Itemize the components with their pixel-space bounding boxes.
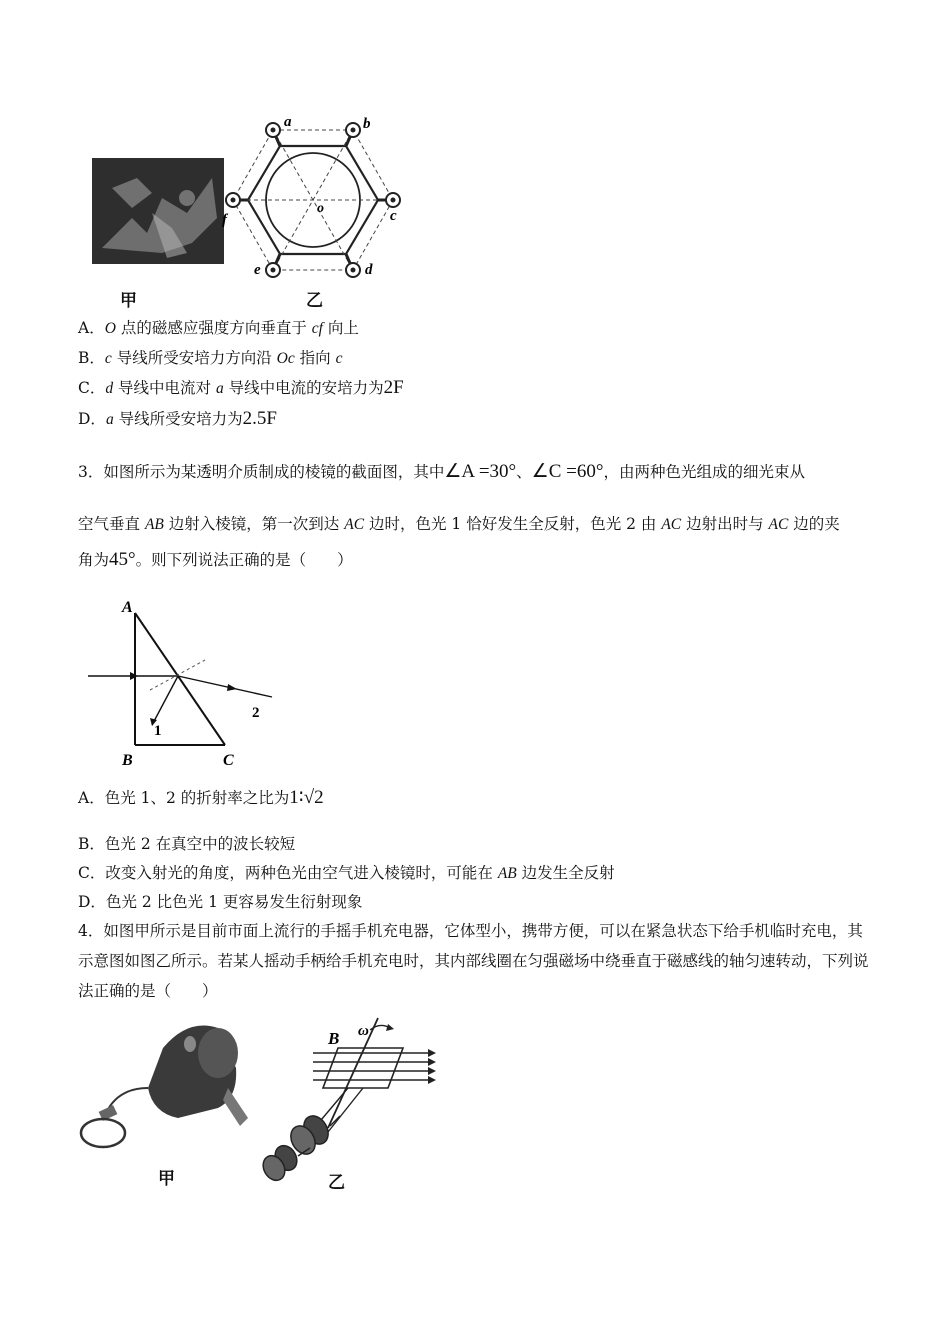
ray-1: [152, 676, 178, 725]
text-segment: 空气垂直: [78, 515, 145, 533]
q3-text-1a: 3．如图所示为某透明介质制成的棱镜的截面图，其中: [78, 463, 445, 481]
edge-ac: [135, 613, 225, 745]
text-segment: 导线中电流对: [113, 379, 216, 397]
ray-1-label: 1: [154, 723, 162, 739]
charger-end: [198, 1028, 238, 1078]
text-segment: 边射入棱镜，第一次到达: [163, 515, 345, 533]
text-segment: 色光 2 在真空中的波长较短: [104, 835, 296, 853]
ray-2: [178, 676, 272, 697]
label-d: d: [365, 262, 373, 278]
text-segment: 边的夹: [788, 515, 840, 533]
text-segment: 边发生全反射: [516, 864, 615, 882]
label-a: a: [284, 114, 292, 130]
text-segment: 导线所受安培力方向沿: [111, 349, 277, 367]
variable: c: [104, 350, 112, 367]
coil: [323, 1048, 403, 1088]
text-segment: 指向: [294, 349, 336, 367]
q3-sep: 、: [516, 463, 532, 481]
text-segment: 边时，色光 1 恰好发生全反射，色光 2 由: [364, 515, 662, 533]
label-yi: 乙: [306, 291, 323, 311]
option-key: A．: [78, 789, 105, 807]
variable: AC: [768, 516, 789, 533]
math-expression: 2F: [383, 377, 404, 398]
charger-crank: [223, 1088, 248, 1126]
label-b: b: [363, 116, 371, 132]
q3-angle-a: ∠A =30°: [444, 461, 517, 482]
variable: AB: [497, 865, 517, 882]
label-jia: 甲: [120, 291, 137, 311]
variable: AB: [144, 516, 164, 533]
figure-3: [78, 1008, 443, 1196]
q3-option-a: [78, 788, 324, 808]
vertex-c-label: C: [223, 752, 234, 769]
text-segment: 色光 1、2 的折射率之比为: [104, 789, 290, 807]
vertex-a-label: A: [122, 599, 133, 616]
option-key: C．: [78, 379, 106, 397]
text-segment: 点的磁感应强度方向垂直于: [115, 319, 312, 337]
field-b-label: B: [328, 1029, 340, 1048]
text-segment: 导线中电流的安培力为: [223, 379, 384, 397]
fig3-label-yi: 乙: [328, 1173, 345, 1193]
text-segment: 色光 2 比色光 1 更容易发生衍射现象: [105, 893, 363, 911]
option-key: D．: [78, 893, 106, 911]
label-c: c: [390, 208, 397, 224]
figure-1: [78, 108, 418, 313]
q3-option-d: [78, 892, 362, 912]
variable: d: [105, 380, 114, 397]
variable: AC: [344, 516, 365, 533]
q3-stem-line-3: [78, 550, 353, 570]
vertex-b-label: B: [122, 752, 133, 769]
q2-option-c: [78, 378, 404, 399]
label-f: f: [222, 212, 227, 228]
variable: Oc: [276, 350, 295, 367]
normal-line: [150, 660, 205, 690]
label-o: o: [317, 201, 324, 216]
ray-2-arrow: [227, 684, 237, 691]
variable: O: [104, 320, 116, 337]
q3-angle-45: 45°: [109, 549, 136, 570]
prism-diagram: [80, 595, 280, 775]
q3-stem-line-1: [78, 462, 805, 482]
generator-diagram: [258, 1008, 443, 1196]
option-key: A．: [78, 319, 105, 337]
text-segment: 导线所受安培力为: [113, 410, 243, 428]
variable: a: [215, 380, 224, 397]
text-segment: 边射出时与: [681, 515, 769, 533]
key-ring: [81, 1119, 125, 1147]
omega-label: ω: [358, 1023, 369, 1039]
photo-jia: [92, 158, 224, 264]
ray-2-label: 2: [252, 705, 260, 721]
q3-option-c: [78, 863, 615, 884]
q3-text-1b: ，由两种色光组成的细光束从: [603, 463, 805, 481]
q2-option-d: [78, 409, 277, 430]
q4-stem: 4．如图甲所示是目前市面上流行的手摇手机充电器，它体型小，携带方便，可以在紧急状态下给手机临时充电，其示意图如图乙所示。若某人摇动手柄给手机充电时，其内部线圈在匀强磁场中绕垂直于磁感线的轴匀速转动，下列说法正确的是（ ）: [78, 922, 869, 1000]
variable: cf: [311, 320, 323, 337]
q3-text-3a: 角为: [78, 551, 110, 569]
hexagon-diagram: [218, 108, 418, 288]
q3-stem-line-2: [78, 514, 840, 535]
q3-text-3b: 。则下列说法正确的是（ ）: [135, 551, 353, 569]
q3-option-b: [78, 834, 295, 854]
variable: c: [335, 350, 343, 367]
q2-option-a: [78, 318, 359, 339]
label-e: e: [254, 262, 261, 278]
math-expression: 1∶√2: [289, 787, 324, 808]
photo-jia-image: [92, 158, 224, 264]
option-key: C．: [78, 864, 106, 882]
option-key: B．: [78, 349, 105, 367]
fig3-label-jia: 甲: [158, 1169, 175, 1189]
variable: a: [105, 411, 114, 428]
math-expression: 2.5F: [242, 408, 277, 429]
q2-option-b: [78, 348, 342, 369]
q3-angle-c: ∠C =60°: [531, 461, 604, 482]
text-segment: 改变入射光的角度，两种色光由空气进入棱镜时，可能在: [105, 864, 498, 882]
option-key: B．: [78, 835, 105, 853]
charger-light: [184, 1036, 196, 1052]
option-key: D．: [78, 410, 106, 428]
lead-2: [328, 1088, 363, 1132]
text-segment: 向上: [322, 319, 359, 337]
variable: AC: [661, 516, 682, 533]
